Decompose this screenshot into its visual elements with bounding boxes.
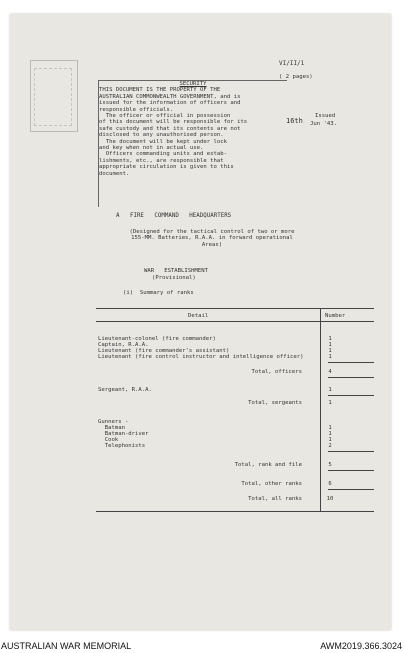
table-header-rule xyxy=(96,321,374,322)
total-label: Total, sergeants xyxy=(248,400,302,406)
section-heading: (i) Summary of ranks xyxy=(123,290,194,296)
detail-cell: Sergeant, R.A.A. xyxy=(98,387,152,393)
security-line: appropriate circulation is given to this xyxy=(99,164,234,171)
issued-month: Jun '43. xyxy=(310,121,337,127)
detail-cell: Captain, R.A.A. xyxy=(98,342,149,348)
total-rule xyxy=(328,451,374,452)
number-cell: 2 xyxy=(328,443,332,449)
security-line: The document will be kept under lock xyxy=(99,138,227,145)
security-heading: SECURITY xyxy=(179,81,207,87)
total-rule xyxy=(328,362,374,363)
detail-cell: Batman-driver xyxy=(98,431,149,437)
number-cell: 1 xyxy=(328,354,332,360)
issued-day: 16th xyxy=(286,117,303,125)
document-subtitle xyxy=(102,229,322,248)
footer-accession: AWM2019.366.3024 xyxy=(320,641,402,651)
detail-cell: Lieutenant (fire control instructor and intelligence officer) xyxy=(98,354,304,360)
security-line: THIS DOCUMENT IS THE PROPERTY OF THE xyxy=(99,87,221,94)
column-header-number: Number xyxy=(325,313,346,319)
number-cell: 1 xyxy=(328,425,332,431)
security-line: responsible officials. xyxy=(99,106,174,113)
document-title: A FIRE COMMAND HEADQUARTERS xyxy=(116,213,232,219)
security-line: disclosed to any unauthorised person. xyxy=(99,132,224,139)
number-cell: 1 xyxy=(328,387,332,393)
number-cell: 4 xyxy=(328,369,332,375)
detail-cell: Cook xyxy=(98,437,119,443)
security-line: of this document will be responsible for its xyxy=(99,119,248,126)
table-column-divider xyxy=(320,308,321,511)
security-line: The officer or official in possession xyxy=(99,113,231,120)
total-label: Total, all ranks xyxy=(248,496,302,502)
document-page xyxy=(10,14,391,630)
number-cell: 1 xyxy=(328,342,332,348)
subtitle-line: 155-MM. Batteries, R.A.A. in forward operational xyxy=(131,235,293,242)
column-header-detail: Detail xyxy=(188,313,209,319)
number-cell: 1 xyxy=(328,400,332,406)
footer-credit: AUSTRALIAN WAR MEMORIAL xyxy=(1,641,132,651)
security-line: safe custody and that its contents are not xyxy=(99,125,241,132)
subtitle-line: Areas) xyxy=(201,241,223,248)
detail-cell: Telephonists xyxy=(98,443,146,449)
document-reference: VI/II/1 xyxy=(279,60,305,67)
number-cell: 1 xyxy=(328,431,332,437)
detail-cell: Lieutenant (fire commander's assistant) xyxy=(98,348,230,354)
detail-cell: Lieutenant-colonel (fire commander) xyxy=(98,336,216,342)
number-cell: 6 xyxy=(328,481,332,487)
total-rule xyxy=(328,377,374,378)
detail-cell: Gunners - xyxy=(98,419,129,425)
security-line: AUSTRALIAN COMMONWEALTH GOVERNMENT, and is xyxy=(99,93,241,100)
security-line: lishments, etc., are responsible that xyxy=(99,157,224,164)
page-count: ( 2 pages) xyxy=(279,74,313,80)
total-label: Total, other ranks xyxy=(241,481,302,487)
number-cell: 10 xyxy=(326,496,334,502)
security-text xyxy=(99,87,287,177)
table-top-rule xyxy=(96,308,374,309)
security-line: Officers commanding units and estab- xyxy=(99,151,227,158)
number-cell: 5 xyxy=(328,462,332,468)
subtitle-line: (Designed for the tactical control of two or more xyxy=(129,229,295,235)
total-rule xyxy=(328,395,374,396)
number-cell: 1 xyxy=(328,348,332,354)
number-cell: 1 xyxy=(328,437,332,443)
detail-cell: Batman xyxy=(98,425,125,431)
footer-bar xyxy=(0,640,404,653)
table-bottom-rule xyxy=(96,511,374,512)
paper-stain xyxy=(34,68,72,126)
security-notice xyxy=(98,80,287,207)
total-rule xyxy=(328,470,374,471)
total-label: Total, officers xyxy=(251,369,302,375)
security-line: and key when not in actual use. xyxy=(99,145,204,152)
we-subtitle: (Provisional) xyxy=(152,275,196,281)
total-label: Total, rank and file xyxy=(234,462,302,468)
number-cell: 1 xyxy=(328,336,332,342)
security-line: document. xyxy=(99,170,130,177)
issued-label: Issued xyxy=(315,113,336,119)
security-line: issued for the information of officers and xyxy=(99,100,241,107)
total-rule xyxy=(328,489,374,490)
we-title: WAR ESTABLISHMENT xyxy=(144,268,208,274)
